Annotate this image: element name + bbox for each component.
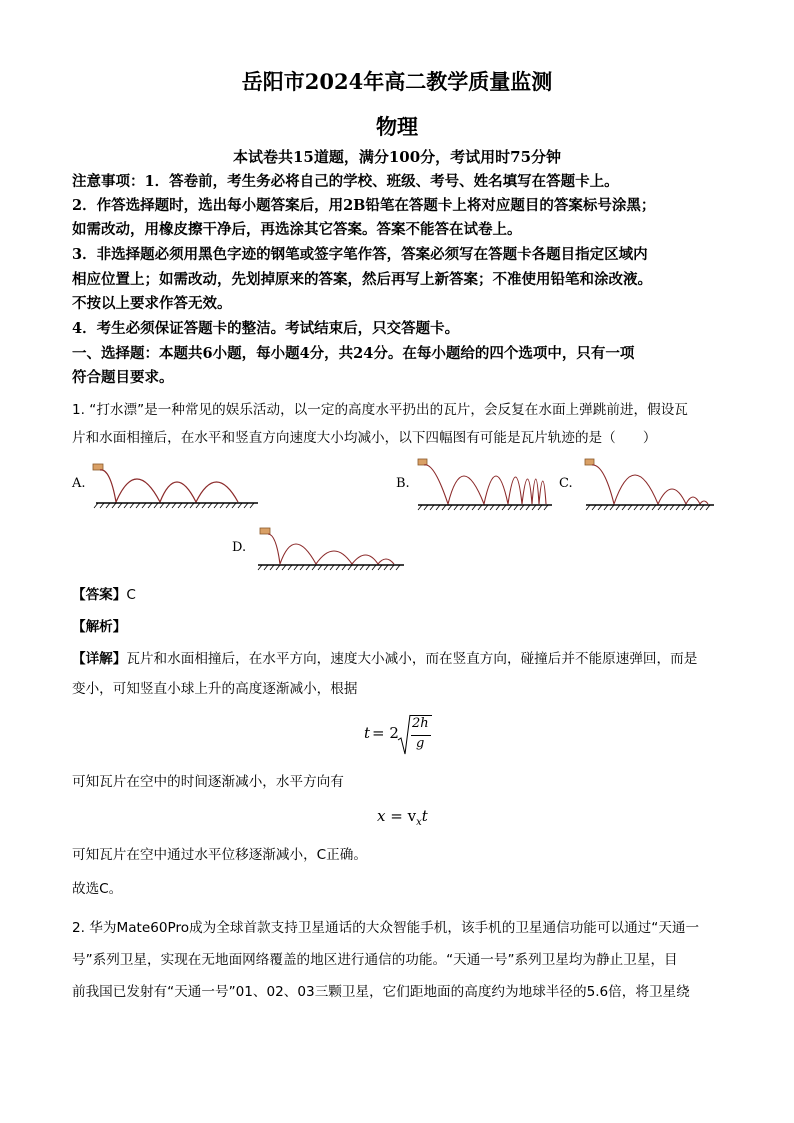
answer-value: C bbox=[126, 587, 136, 603]
formula-time-denominator: g bbox=[416, 736, 425, 751]
tile-icon bbox=[93, 464, 103, 470]
option-b-figure bbox=[412, 454, 554, 514]
formula-disp-rhs: t bbox=[421, 807, 428, 825]
q1-stem-line-2: 片和水面相撞后，在水平和竖直方向速度大小均减小，以下四幅图有可能是瓦片轨迹的是（ ） bbox=[72, 430, 657, 446]
trajectory-arc bbox=[592, 465, 708, 504]
option-b-label: B. bbox=[396, 476, 410, 491]
q2-stem-line-2: 号”系列卫星，实现在无地面网络覆盖的地区进行通信的功能。“天通一号”系列卫星均为静止卫星，目 bbox=[72, 952, 678, 968]
q1-stem-line-1: 1. “打水漂”是一种常见的娱乐活动，以一定的高度水平扔出的瓦片，会反复在水面上弹跳前进，假设瓦 bbox=[72, 402, 688, 418]
trajectory-arc bbox=[268, 534, 394, 564]
option-c-label: C. bbox=[559, 476, 573, 491]
section-header-line-1: 一、选择题：本题共6小题，每小题4分，共24分。在每小题给的四个选项中，只有一项 bbox=[72, 345, 635, 362]
notice-line-1: 注意事项：1．答卷前，考生务必将自己的学校、班级、考号、姓名填写在答题卡上。 bbox=[72, 173, 619, 190]
notice-line-7: 4．考生必须保证答题卡的整洁。考试结束后，只交答题卡。 bbox=[72, 320, 460, 337]
answer-tag: 【答案】 bbox=[72, 587, 127, 603]
detail-text-1: 瓦片和水面相撞后，在水平方向，速度大小减小，而在竖直方向，碰撞后并不能原速弹回，而是 bbox=[126, 651, 698, 667]
notice-line-2: 2．作答选择题时，选出每小题答案后，用2B铅笔在答题卡上将对应题目的答案标号涂黑； bbox=[72, 197, 656, 214]
detail-line-2: 变小，可知竖直小球上升的高度逐渐减小，根据 bbox=[72, 681, 358, 697]
formula-time-eq: = 2 bbox=[372, 724, 399, 742]
formula-disp-sub: x bbox=[416, 817, 422, 828]
notice-line-4: 3．非选择题必须用黑色字迹的钢笔或签字笔作答，答案必须写在答题卡各题目指定区域内 bbox=[72, 246, 648, 263]
subject-title: 物理 bbox=[376, 114, 418, 139]
option-a-label: A. bbox=[72, 476, 86, 491]
analysis-tag: 【解析】 bbox=[72, 619, 127, 635]
answer-line bbox=[72, 585, 732, 605]
tile-icon bbox=[585, 459, 594, 465]
formula-time-numerator: 2h bbox=[412, 716, 429, 731]
exam-title: 岳阳市2024年高二教学质量监测 bbox=[241, 69, 553, 94]
trajectory-arc bbox=[424, 465, 546, 504]
tile-icon bbox=[418, 459, 427, 465]
detail-tag: 【详解】 bbox=[72, 651, 127, 667]
tile-icon bbox=[260, 528, 270, 534]
q1-conclusion: 故选C。 bbox=[72, 881, 123, 897]
notice-line-5: 相应位置上；如需改动，先划掉原来的答案，然后再写上新答案；不准使用铅笔和涂改液。 bbox=[72, 271, 652, 288]
option-a-figure bbox=[88, 458, 263, 514]
text-time-decrease: 可知瓦片在空中的时间逐渐减小，水平方向有 bbox=[72, 774, 344, 790]
formula-disp-eq: = v bbox=[385, 807, 417, 825]
notice-line-6: 不按以上要求作答无效。 bbox=[72, 295, 232, 312]
exam-info: 本试卷共15道题，满分100分，考试用时75分钟 bbox=[232, 148, 562, 166]
q2-stem-line-3: 前我国已发射有“天通一号”01、02、03三颗卫星，它们距地面的高度约为地球半径的5.6倍，将卫星绕 bbox=[72, 984, 690, 1000]
formula-time-lhs: t bbox=[364, 724, 371, 742]
formula-disp-lhs: x bbox=[377, 807, 386, 825]
sqrt-icon bbox=[397, 714, 411, 756]
notice-line-3: 如需改动，用橡皮擦干净后，再选涂其它答案。答案不能答在试卷上。 bbox=[72, 221, 522, 238]
option-d-label: D. bbox=[232, 540, 247, 555]
option-c-figure bbox=[578, 454, 718, 514]
section-header-line-2: 符合题目要求。 bbox=[72, 369, 174, 386]
text-displacement: 可知瓦片在空中通过水平位移逐渐减小，C正确。 bbox=[72, 847, 367, 863]
formula-displacement bbox=[377, 807, 437, 829]
q2-stem-line-1: 2. 华为Mate60Pro成为全球首款支持卫星通话的大众智能手机，该手机的卫星通信功能可以通过“天通一 bbox=[72, 920, 700, 936]
detail-line-1 bbox=[72, 649, 732, 669]
option-d-figure bbox=[252, 524, 408, 574]
formula-time bbox=[364, 714, 444, 760]
analysis-line bbox=[72, 617, 732, 637]
trajectory-arc bbox=[100, 470, 238, 502]
